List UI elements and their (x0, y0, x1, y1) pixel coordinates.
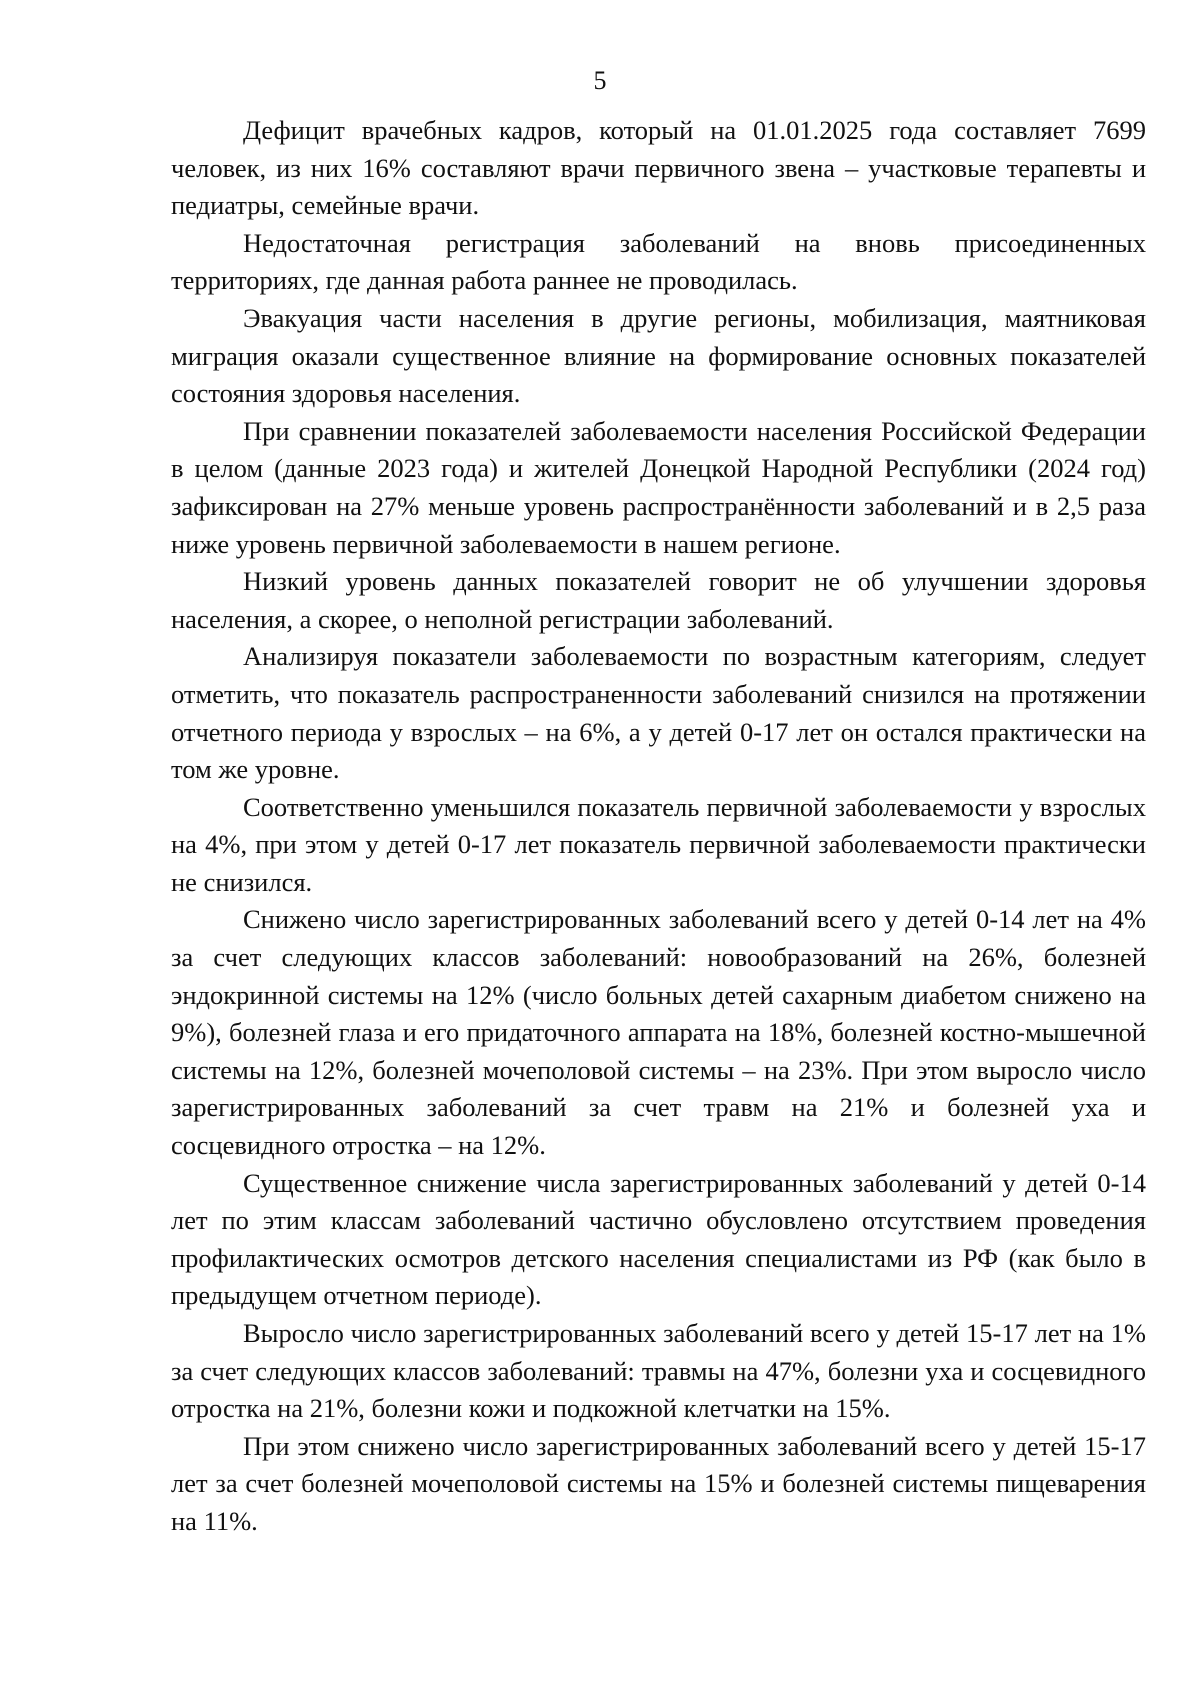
paragraph: Низкий уровень данных показателей говорит не об улучшении здоровья населения, а скорее, о неполной регистрации заболеваний. (171, 566, 1146, 634)
document-body (171, 112, 1146, 1541)
paragraph: Анализируя показатели заболеваемости по возрастным категориям, следует отметить, что показатель распространенности заболеваний снизился на протяжении отчетного периода у взрослых – на 6%, а у детей 0-17 лет он остался практически на том же уровне. (171, 641, 1146, 785)
paragraph: При этом снижено число зарегистрированных заболеваний всего у детей 15-17 лет за счет болезней мочеполовой системы на 15% и болезней системы пищеварения на 11%. (171, 1430, 1146, 1536)
paragraph: Снижено число зарегистрированных заболеваний всего у детей 0-14 лет на 4% за счет следующих классов заболеваний: новообразований на 26%, болезней эндокринной системы на 12% (число больных детей сахарным диабетом снижено на 9%), болезней глаза и его придаточного аппарата на 18%, болезней костно-мышечной системы на 12%, болезней мочеполовой системы – на 23%. При этом выросло число зарегистрированных заболеваний за счет травм на 21% и болезней уха и сосцевидного отростка – на 12%. (171, 904, 1146, 1161)
paragraph: Существенное снижение числа зарегистрированных заболеваний у детей 0-14 лет по этим классам заболеваний частично обусловлено отсутствием проведения профилактических осмотров детского населения специалистами из РФ (как было в предыдущем отчетном периоде). (171, 1167, 1146, 1311)
paragraph: Выросло число зарегистрированных заболеваний всего у детей 15-17 лет на 1% за счет следующих классов заболеваний: травмы на 47%, болезни уха и сосцевидного отростка на 21%, болезни кожи и подкожной клетчатки на 15%. (171, 1318, 1146, 1424)
paragraph: Дефицит врачебных кадров, который на 01.01.2025 года составляет 7699 человек, из них 16% составляют врачи первичного звена – участковые терапевты и педиатры, семейные врачи. (171, 115, 1146, 221)
paragraph: При сравнении показателей заболеваемости населения Российской Федерации в целом (данные 2023 года) и жителей Донецкой Народной Республики (2024 год) зафиксирован на 27% меньше уровень распространённости заболеваний и в 2,5 раза ниже уровень первичной заболеваемости в нашем регионе. (171, 415, 1146, 559)
paragraph: Недостаточная регистрация заболеваний на вновь присоединенных территориях, где данная работа раннее не проводилась. (171, 227, 1146, 296)
page-number: 5 (593, 66, 607, 95)
paragraph: Соответственно уменьшился показатель первичной заболеваемости у взрослых на 4%, при этом у детей 0-17 лет показатель первичной заболеваемости практически не снизился. (171, 791, 1146, 897)
paragraph: Эвакуация части населения в другие регионы, мобилизация, маятниковая миграция оказали существенное влияние на формирование основных показателей состояния здоровья населения. (171, 302, 1146, 409)
